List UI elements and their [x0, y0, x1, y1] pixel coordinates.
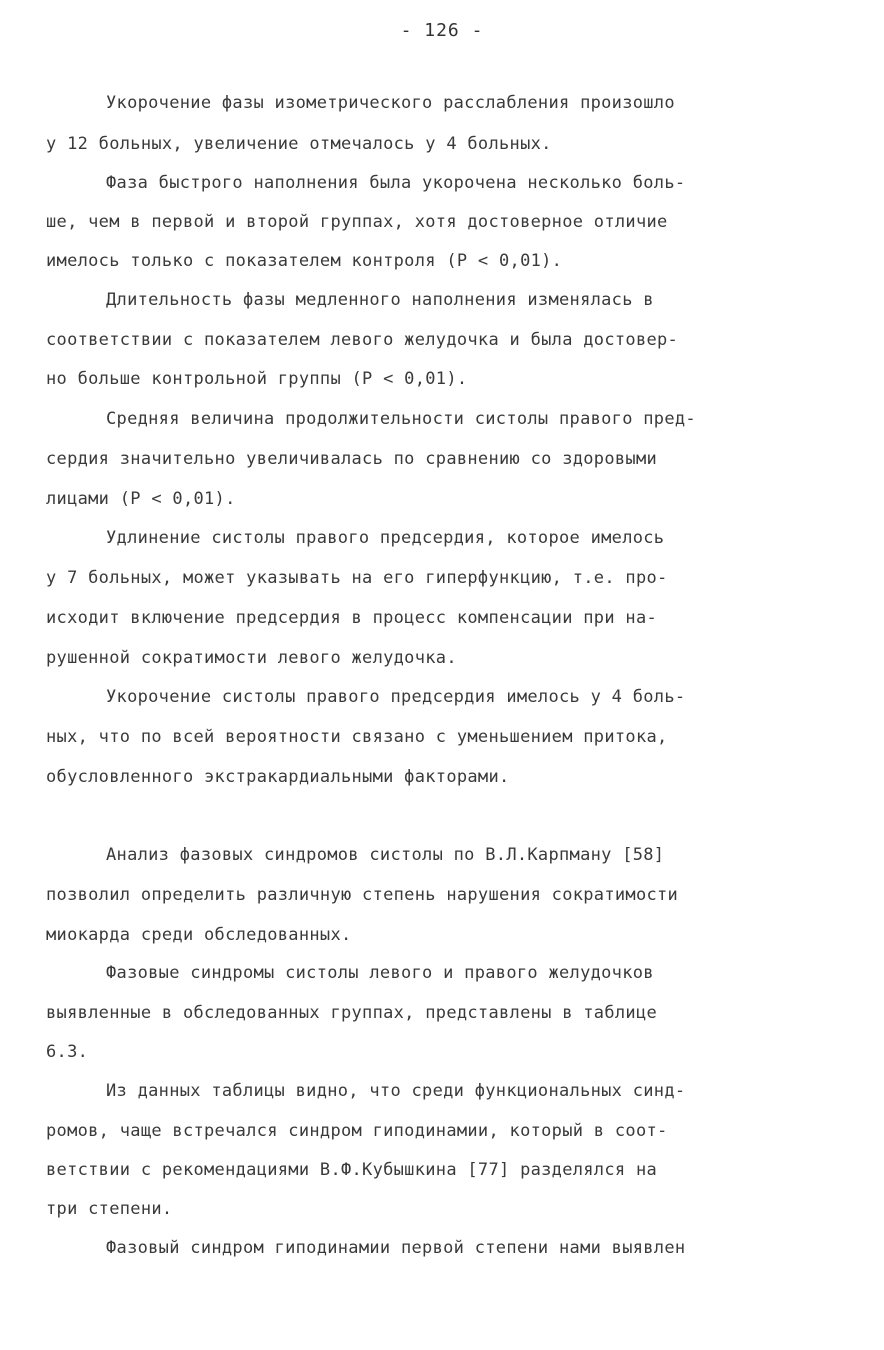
- text-line: обусловленного экстракардиальными факторами.: [46, 767, 510, 787]
- text-line: Средняя величина продолжительности систолы правого пред-: [106, 409, 696, 429]
- text-line: миокарда среди обследованных.: [46, 925, 352, 945]
- text-line: три степени.: [46, 1199, 173, 1219]
- text-line: имелось только с показателем контроля (Р < 0,01).: [46, 251, 563, 271]
- text-line: Из данных таблицы видно, что среди функциональных синд-: [106, 1081, 686, 1101]
- text-line: ных, что по всей вероятности связано с уменьшением притока,: [46, 727, 668, 747]
- text-line: но больше контрольной группы (Р < 0,01).: [46, 369, 468, 389]
- text-line: Фазовые синдромы систолы левого и правого желудочков: [106, 963, 654, 983]
- text-line: Укорочение систолы правого предсердия имелось у 4 боль-: [106, 687, 686, 707]
- text-line: ромов, чаще встречался синдром гиподинамии, который в соот-: [46, 1121, 668, 1141]
- text-line: соответствии с показателем левого желудочка и была достовер-: [46, 330, 679, 350]
- text-line: Укорочение фазы изометрического расслабления произошло: [106, 93, 675, 113]
- text-line: рушенной сократимости левого желудочка.: [46, 648, 457, 668]
- text-line: позволил определить различную степень нарушения сократимости: [46, 885, 679, 905]
- text-line: лицами (Р < 0,01).: [46, 489, 236, 509]
- text-line: у 12 больных, увеличение отмечалось у 4 больных.: [46, 134, 552, 154]
- text-line: Фаза быстрого наполнения была укорочена несколько боль-: [106, 173, 686, 193]
- text-line: ше, чем в первой и второй группах, хотя достоверное отличие: [46, 212, 668, 232]
- text-line: ветствии с рекомендациями В.Ф.Кубышкина [77] разделялся на: [46, 1160, 658, 1180]
- text-line: Анализ фазовых синдромов систолы по В.Л.Карпману [58]: [106, 845, 665, 865]
- text-line: 6.3.: [46, 1042, 89, 1062]
- text-line: исходит включение предсердия в процесс компенсации при на-: [46, 608, 658, 628]
- text-line: Длительность фазы медленного наполнения изменялась в: [106, 290, 654, 310]
- text-line: Удлинение систолы правого предсердия, которое имелось: [106, 528, 665, 548]
- text-line: сердия значительно увеличивалась по сравнению со здоровыми: [46, 449, 658, 469]
- page-number: - 126 -: [400, 20, 484, 41]
- text-line: у 7 больных, может указывать на его гиперфункцию, т.е. про-: [46, 568, 668, 588]
- text-line: Фазовый синдром гиподинамии первой степени нами выявлен: [106, 1238, 686, 1258]
- text-line: выявленные в обследованных группах, представлены в таблице: [46, 1003, 658, 1023]
